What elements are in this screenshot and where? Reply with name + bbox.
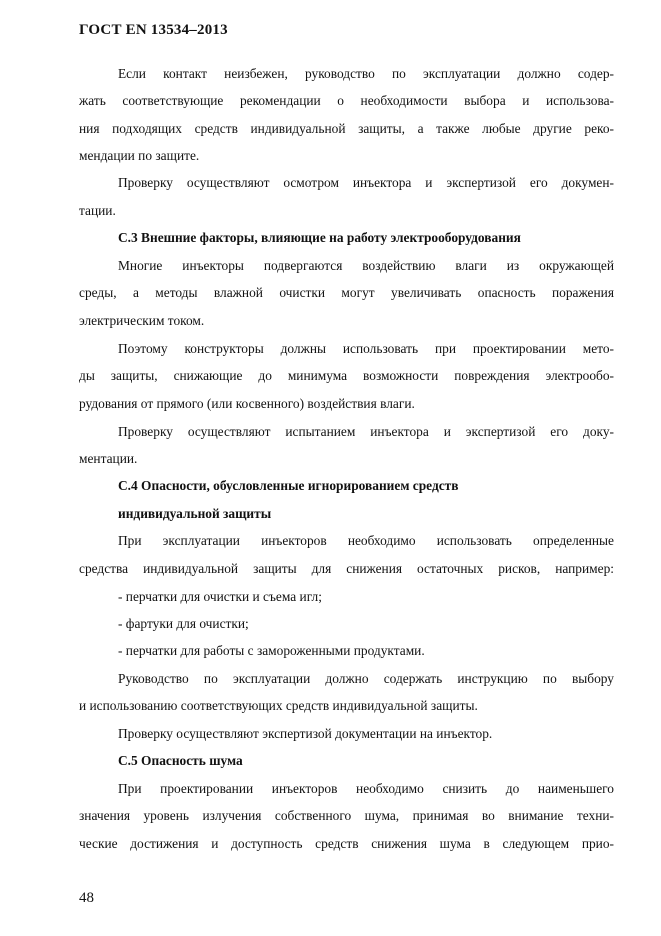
document-header: ГОСТ EN 13534–2013 [79, 22, 228, 38]
text-line: Руководство по эксплуатации должно содержать инструкцию по выбору [118, 671, 614, 686]
text-line: среды, а методы влажной очистки могут увеличивать опасность поражения [79, 285, 614, 300]
text-line: ментации. [79, 451, 138, 466]
text-line: Многие инъекторы подвергаются воздействию влаги из окружающей [118, 258, 614, 273]
text-line: средства индивидуальной защиты для снижения остаточных рисков, например: [79, 561, 614, 576]
text-line: Проверку осуществляют экспертизой документации на инъектор. [118, 726, 493, 741]
text-line: Если контакт неизбежен, руководство по эксплуатации должно содер- [118, 66, 614, 81]
section-heading-c3: С.3 Внешние факторы, влияющие на работу электрооборудования [118, 230, 521, 245]
text-line: Проверку осуществляют испытанием инъектора и экспертизой его доку- [118, 424, 614, 439]
text-line: Проверку осуществляют осмотром инъектора и экспертизой его докумен- [118, 175, 614, 190]
text-line: При проектировании инъекторов необходимо снизить до наименьшего [118, 781, 614, 796]
text-line: жать соответствующие рекомендации о необходимости выбора и использова- [79, 93, 614, 108]
text-line: электрическим током. [79, 313, 205, 328]
text-line: тации. [79, 203, 116, 218]
list-item: - перчатки для очистки и съема игл; [118, 589, 322, 604]
list-item: - перчатки для работы с замороженными продуктами. [118, 643, 425, 658]
page-number: 48 [79, 890, 94, 906]
section-heading-c4: С.4 Опасности, обусловленные игнорированием средств [118, 478, 459, 493]
list-item: - фартуки для очистки; [118, 616, 249, 631]
text-line: Поэтому конструкторы должны использовать при проектировании мето- [118, 341, 614, 356]
text-line: ды защиты, снижающие до минимума возможности повреждения электрообо- [79, 368, 614, 383]
text-line: значения уровень излучения собственного шума, принимая во внимание техни- [79, 808, 614, 823]
text-line: рудования от прямого (или косвенного) воздействия влаги. [79, 396, 415, 411]
text-line: и использованию соответствующих средств индивидуальной защиты. [79, 698, 478, 713]
text-line: При эксплуатации инъекторов необходимо использовать определенные [118, 533, 614, 548]
section-heading-c4-cont: индивидуальной защиты [118, 506, 272, 521]
section-heading-c5: С.5 Опасность шума [118, 753, 243, 768]
text-line: мендации по защите. [79, 148, 200, 163]
text-line: ния подходящих средств индивидуальной защиты, а также любые другие реко- [79, 121, 614, 136]
text-line: ческие достижения и доступность средств снижения шума в следующем прио- [79, 836, 614, 851]
